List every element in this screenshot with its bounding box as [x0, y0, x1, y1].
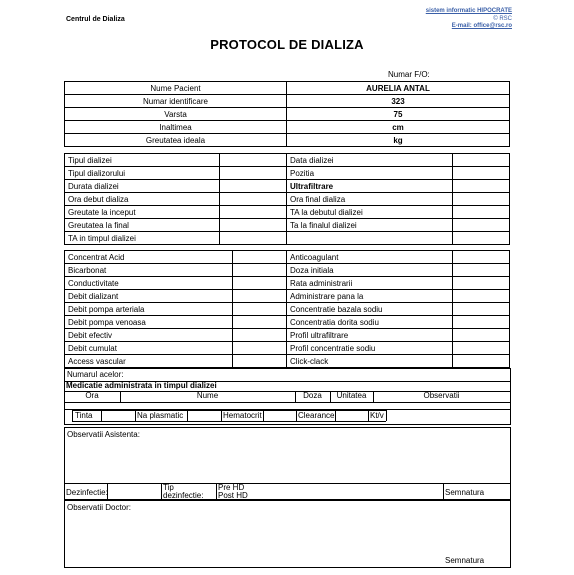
field-label: Pozitia [287, 167, 453, 180]
field-label: Concentratia dorita sodiu [287, 316, 453, 329]
field-label [287, 232, 453, 245]
table-row [65, 95, 510, 108]
field-value[interactable] [233, 329, 287, 342]
table-row [65, 167, 510, 180]
field-label: Debit pompa arteriala [65, 303, 233, 316]
semnatura-doctor: Semnatura [445, 556, 485, 565]
table-row [65, 290, 510, 303]
center-name: Centrul de Dializa [66, 16, 125, 23]
field-value[interactable] [220, 167, 287, 180]
session-table [64, 153, 510, 245]
copyright: © RSC [493, 15, 512, 22]
field-label: Concentrat Acid [65, 251, 233, 264]
dezinfectie-label: Dezinfectie: [66, 488, 108, 497]
field-label: Bicarbonat [65, 264, 233, 277]
field-value[interactable] [453, 303, 510, 316]
eval-ktv: Kt/v [370, 411, 384, 420]
patient-field-value[interactable]: 323 [287, 95, 510, 108]
col-nume: Nume [196, 391, 219, 400]
field-label: Tipul dializorului [65, 167, 220, 180]
field-value[interactable] [453, 154, 510, 167]
patient-field-label: Varsta [65, 108, 287, 121]
field-label: Click-clack [287, 355, 453, 368]
field-value[interactable] [453, 329, 510, 342]
table-row [65, 303, 510, 316]
patient-field-value[interactable]: 75 [287, 108, 510, 121]
field-value[interactable] [233, 251, 287, 264]
table-row [65, 206, 510, 219]
obs-doctor-label: Observatii Doctor: [67, 503, 132, 512]
obs-doctor-box [64, 499, 511, 568]
semnatura-asistenta: Semnatura [445, 488, 485, 497]
system-link[interactable]: sistem informatic HIPOCRATE [425, 8, 512, 14]
field-value[interactable] [453, 316, 510, 329]
field-value[interactable] [220, 180, 287, 193]
field-label: TA in timpul dializei [65, 232, 220, 245]
field-label: Debit cumulat [65, 342, 233, 355]
table-row [65, 121, 510, 134]
field-value[interactable] [233, 277, 287, 290]
field-label: Ta la finalul dializei [287, 219, 453, 232]
col-unitatea: Unitatea [336, 391, 367, 400]
field-label: TA la debutul dializei [287, 206, 453, 219]
email-link[interactable]: E-mail: office@rsc.ro [451, 23, 512, 29]
field-value[interactable] [453, 277, 510, 290]
field-value[interactable] [453, 206, 510, 219]
field-label: Profil ultrafiltrare [287, 329, 453, 342]
table-row [65, 342, 510, 355]
table-row [65, 316, 510, 329]
field-value[interactable] [453, 264, 510, 277]
field-label: Debit dializant [65, 290, 233, 303]
field-label: Profil concentratie sodiu [287, 342, 453, 355]
numar-fo-label: Numar F/O: [388, 70, 430, 79]
field-label: Tipul dializei [65, 154, 220, 167]
col-observatii: Observatii [423, 391, 460, 400]
patient-field-value[interactable]: kg [287, 134, 510, 147]
field-value[interactable] [233, 342, 287, 355]
field-label: Durata dializei [65, 180, 220, 193]
field-value[interactable] [233, 290, 287, 303]
table-row [65, 277, 510, 290]
params-table [64, 250, 510, 368]
field-value[interactable] [453, 193, 510, 206]
table-row [65, 219, 510, 232]
field-value[interactable] [233, 316, 287, 329]
table-row [65, 329, 510, 342]
field-value[interactable] [220, 206, 287, 219]
table-row [65, 82, 510, 95]
eval-tinta: Tinta [75, 411, 93, 420]
field-label: Data dializei [287, 154, 453, 167]
field-value[interactable] [233, 264, 287, 277]
field-value[interactable] [220, 219, 287, 232]
table-row [65, 232, 510, 245]
field-value[interactable] [453, 219, 510, 232]
col-doza: Doza [303, 391, 322, 400]
table-row [65, 134, 510, 147]
patient-field-label: Greutatea ideala [65, 134, 287, 147]
field-label: Greutate la inceput [65, 206, 220, 219]
field-label: Debit efectiv [65, 329, 233, 342]
patient-field-label: Inaltimea [65, 121, 287, 134]
field-value[interactable] [453, 342, 510, 355]
field-value[interactable] [220, 154, 287, 167]
field-label: Access vascular [65, 355, 233, 368]
page-title: PROTOCOL DE DIALIZA [210, 37, 364, 52]
field-value[interactable] [453, 355, 510, 368]
eval-clearance: Clearance [298, 411, 335, 420]
table-row [65, 180, 510, 193]
pre-hd-label: Pre HD [218, 483, 245, 492]
tip-dezinfectie-label: dezinfectie: [163, 491, 204, 500]
patient-field-label: Nume Pacient [65, 82, 287, 95]
field-label: Concentratie bazala sodiu [287, 303, 453, 316]
patient-field-value[interactable]: AURELIA ANTAL [287, 82, 510, 95]
field-value[interactable] [220, 232, 287, 245]
post-hd-label: Post HD [218, 491, 248, 500]
col-ora: Ora [85, 391, 99, 400]
medicatie-title: Medicatie administrata in timpul dializei [66, 381, 217, 390]
field-value[interactable] [453, 167, 510, 180]
table-row [65, 108, 510, 121]
table-row [65, 251, 510, 264]
table-row [65, 264, 510, 277]
field-label: Ora final dializa [287, 193, 453, 206]
patient-field-label: Numar identificare [65, 95, 287, 108]
field-label: Greutatea la final [65, 219, 220, 232]
obs-asistenta-label: Observatii Asistenta: [67, 430, 140, 439]
field-value[interactable] [233, 355, 287, 368]
table-row [65, 154, 510, 167]
field-label: Anticoagulant [287, 251, 453, 264]
field-label: Doza initiala [287, 264, 453, 277]
field-value[interactable] [453, 180, 510, 193]
patient-field-value[interactable]: cm [287, 121, 510, 134]
field-value[interactable] [453, 232, 510, 245]
field-label: Debit pompa venoasa [65, 316, 233, 329]
system-info [426, 8, 512, 31]
table-row [65, 193, 510, 206]
patient-table [64, 81, 510, 147]
field-label: Ultrafiltrare [287, 180, 453, 193]
field-value[interactable] [233, 303, 287, 316]
field-label: Ora debut dializa [65, 193, 220, 206]
tip-label: Tip [163, 483, 174, 492]
field-label: Conductivitate [65, 277, 233, 290]
field-value[interactable] [220, 193, 287, 206]
field-label: Rata administrarii [287, 277, 453, 290]
field-label: Administrare pana la [287, 290, 453, 303]
table-row [65, 355, 510, 368]
field-value[interactable] [453, 251, 510, 264]
numar-acelor-label: Numarul acelor: [67, 370, 124, 379]
eval-na-plasmatic: Na plasmatic [137, 411, 184, 420]
field-value[interactable] [453, 290, 510, 303]
eval-hematocrit: Hematocrit [223, 411, 262, 420]
